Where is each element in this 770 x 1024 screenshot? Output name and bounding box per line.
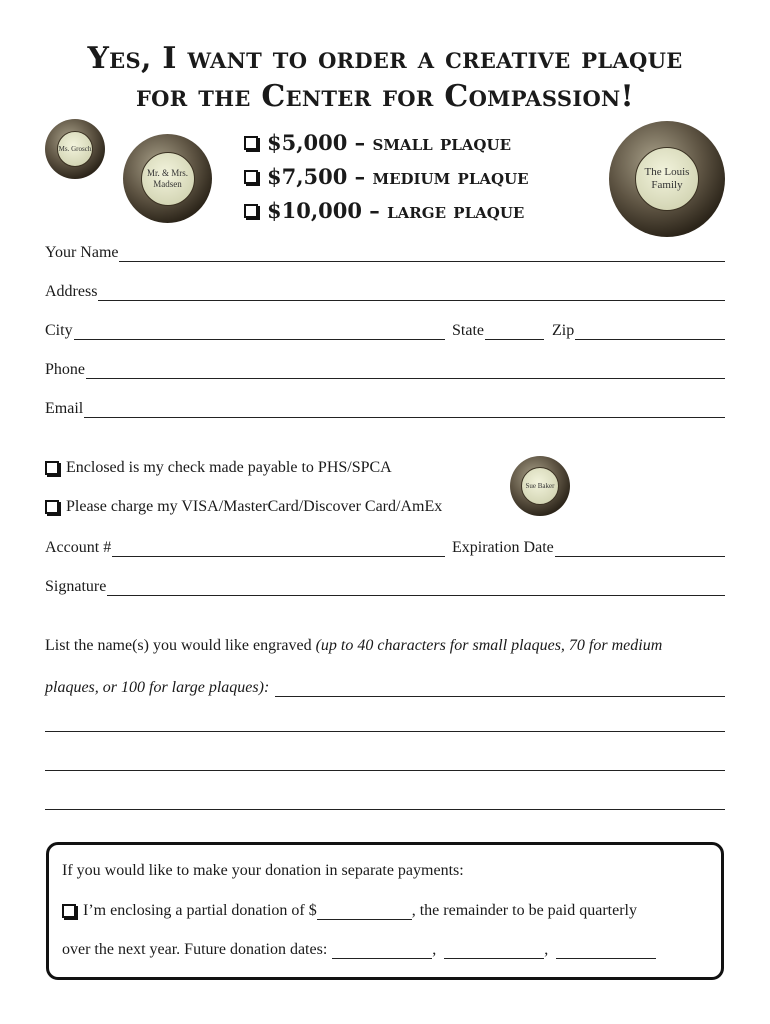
- address-field[interactable]: [45, 279, 725, 301]
- engraving-input-line-3[interactable]: [45, 770, 725, 771]
- sample-plaque-baker: [510, 456, 570, 516]
- partial-donation-checkbox[interactable]: [62, 904, 76, 918]
- account-number-label: Account #: [45, 539, 112, 556]
- medium-plaque-label: $7,500 – medium plaque: [267, 164, 529, 189]
- future-date-line-2[interactable]: [444, 942, 544, 959]
- large-plaque-label: $10,000 – large plaque: [267, 198, 525, 223]
- address-input-line[interactable]: [98, 284, 725, 301]
- future-dates-label: over the next year. Future donation dates:: [62, 941, 328, 958]
- email-input-line[interactable]: [84, 401, 725, 418]
- card-payment-checkbox[interactable]: [45, 500, 59, 514]
- payment-option-card[interactable]: [45, 496, 442, 518]
- account-number-input-line[interactable]: [112, 540, 445, 557]
- engraving-input-line-4[interactable]: [45, 809, 725, 810]
- phone-field[interactable]: [45, 357, 725, 379]
- check-payment-label: Enclosed is my check made payable to PHS/SPCA: [66, 459, 392, 476]
- name-input-line[interactable]: [119, 245, 725, 262]
- zip-input-line[interactable]: [575, 323, 725, 340]
- large-plaque-checkbox[interactable]: [244, 204, 258, 218]
- address-label: Address: [45, 283, 98, 300]
- sample-plaque-grosch: [45, 119, 105, 179]
- small-plaque-checkbox[interactable]: [244, 136, 258, 150]
- option-medium-plaque[interactable]: [244, 163, 529, 191]
- zip-field[interactable]: [552, 318, 725, 340]
- plaque-text-grosch: Ms. Grosch: [57, 131, 93, 167]
- state-field[interactable]: [452, 318, 544, 340]
- engraving-input-line-2[interactable]: [45, 731, 725, 732]
- future-donation-dates: [62, 939, 656, 961]
- signature-field[interactable]: [45, 574, 725, 596]
- card-payment-label: Please charge my VISA/MasterCard/Discover Card/AmEx: [66, 498, 443, 515]
- engraving-instructions: [45, 637, 662, 655]
- engraving-intro: List the name(s) you would like engraved: [45, 637, 316, 654]
- signature-label: Signature: [45, 578, 107, 595]
- state-label: State: [452, 322, 484, 339]
- expiration-date-field[interactable]: [452, 535, 725, 557]
- phone-label: Phone: [45, 361, 85, 378]
- option-small-plaque[interactable]: [244, 129, 511, 157]
- payment-option-check[interactable]: [45, 457, 392, 479]
- partial-donation-suffix: , the remainder to be paid quarterly: [411, 902, 637, 919]
- phone-input-line[interactable]: [86, 362, 725, 379]
- partial-donation-prefix: I’m enclosing a partial donation of $: [83, 902, 317, 919]
- small-plaque-label: $5,000 – small plaque: [267, 130, 512, 155]
- future-date-separator-2: ,: [544, 941, 549, 958]
- expiration-date-label: Expiration Date: [452, 539, 554, 556]
- signature-input-line[interactable]: [107, 579, 725, 596]
- engraving-character-limits-cont: plaques, or 100 for large plaques):: [45, 679, 270, 696]
- engraving-input-line-1[interactable]: [275, 680, 725, 697]
- future-date-line-1[interactable]: [332, 942, 432, 959]
- future-date-line-3[interactable]: [556, 942, 656, 959]
- partial-donation-option[interactable]: [62, 900, 637, 922]
- engraving-names-field[interactable]: [45, 675, 725, 697]
- state-input-line[interactable]: [485, 323, 544, 340]
- form-title-line-1: Yes, I want to order a creative plaque: [87, 41, 683, 76]
- future-date-separator-1: ,: [432, 941, 437, 958]
- email-label: Email: [45, 400, 84, 417]
- form-title-line-2: for the Center for Compassion!: [135, 79, 635, 114]
- option-large-plaque[interactable]: [244, 197, 524, 225]
- city-input-line[interactable]: [74, 323, 445, 340]
- plaque-text-baker: Sue Baker: [521, 467, 559, 505]
- account-number-field[interactable]: [45, 535, 445, 557]
- plaque-text-louis: The Louis Family: [635, 147, 699, 211]
- expiration-date-input-line[interactable]: [555, 540, 725, 557]
- email-field[interactable]: [45, 396, 725, 418]
- installment-heading: If you would like to make your donation in separate payments:: [62, 862, 464, 879]
- engraving-character-limits: (up to 40 characters for small plaques, 70 for medium: [315, 637, 663, 654]
- name-label: Your Name: [45, 244, 119, 261]
- city-label: City: [45, 322, 73, 339]
- plaque-text-madsen: Mr. & Mrs. Madsen: [141, 152, 195, 206]
- city-field[interactable]: [45, 318, 445, 340]
- sample-plaque-louis: [609, 121, 725, 237]
- check-payment-checkbox[interactable]: [45, 461, 59, 475]
- sample-plaque-madsen: [123, 134, 212, 223]
- partial-donation-amount-line[interactable]: [317, 903, 412, 920]
- medium-plaque-checkbox[interactable]: [244, 170, 258, 184]
- name-field[interactable]: [45, 240, 725, 262]
- zip-label: Zip: [552, 322, 575, 339]
